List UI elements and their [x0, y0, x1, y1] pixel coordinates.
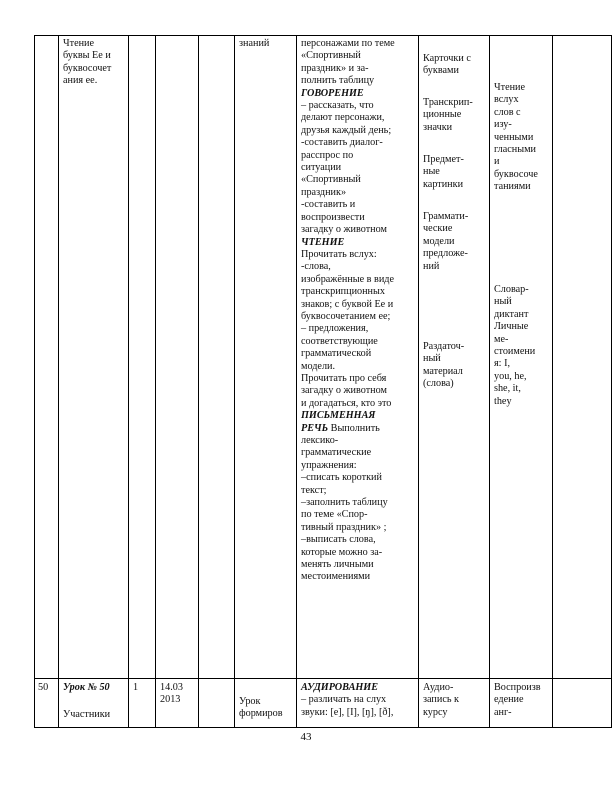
control-block-line: ченными	[494, 131, 534, 143]
date-line: 2013	[160, 694, 181, 706]
activity-text: транскрипционных	[301, 286, 385, 298]
material-block-line: ный	[423, 353, 441, 365]
activity-text: –заполнить таблицу	[301, 497, 388, 509]
hours-cell: 1	[133, 682, 139, 693]
activity-line	[301, 472, 395, 484]
activity-line	[301, 534, 395, 546]
material-block-line: картинки	[423, 178, 464, 190]
activity-line	[301, 373, 395, 385]
activity-line	[301, 497, 395, 509]
control-block-line: вслух	[494, 94, 519, 106]
column-border	[155, 35, 156, 727]
activity-text: «Спортивный	[301, 174, 361, 186]
control-block	[494, 82, 538, 194]
column-border	[128, 35, 129, 727]
row-border	[34, 678, 612, 679]
activity-line	[301, 125, 395, 137]
activity-line	[301, 261, 395, 273]
activity-text: ГОВОРЕНИЕ	[301, 87, 364, 99]
activity-text-rest: Выполнить	[328, 422, 380, 434]
activity-text: -составить и	[301, 199, 356, 211]
activity-line	[301, 150, 395, 162]
activity-text: тивный праздник» ;	[301, 521, 387, 533]
row-number: 50	[38, 682, 49, 693]
activity-line	[301, 694, 393, 706]
activity-line	[301, 38, 395, 50]
control-block-line: she, it,	[494, 383, 521, 395]
activity-line	[301, 212, 395, 224]
activity-text: по теме «Спор-	[301, 509, 368, 521]
section-heading	[301, 682, 393, 694]
activity-text: – предложения,	[301, 323, 369, 335]
activity-text: знаков; с буквой Ее и	[301, 298, 394, 310]
activity-line	[301, 398, 395, 410]
activity-line	[301, 162, 395, 174]
material-line: Аудио-	[423, 682, 454, 693]
date-cell	[160, 682, 183, 707]
activity-line	[301, 224, 395, 236]
topic-line: буквосочет	[63, 62, 112, 74]
material-block-line: Граммати-	[423, 211, 469, 222]
activity-text: ситуации	[301, 162, 342, 174]
activity-text: грамматической	[301, 348, 372, 360]
activity-line	[301, 509, 395, 521]
control-block-line: Личные	[494, 321, 529, 333]
activity-text: друзья каждый день;	[301, 124, 392, 136]
material-block-line: (слова)	[423, 378, 454, 390]
column-border	[34, 35, 35, 727]
activity-text: –списать короткий	[301, 472, 382, 484]
lesson-type-cell	[239, 38, 269, 50]
activity-text: праздник»	[301, 186, 347, 198]
control-line: едение	[494, 694, 524, 706]
page-number: 43	[300, 731, 312, 743]
material-block-line: Предмет-	[423, 154, 464, 165]
material-block-line: предложе-	[423, 248, 468, 260]
activity-line	[301, 274, 395, 286]
activity-text: праздник» и за-	[301, 62, 369, 74]
activity-text: местоимениями	[301, 571, 371, 583]
control-block-line: таниями	[494, 181, 531, 193]
activity-line	[301, 311, 395, 323]
activities-cell	[301, 38, 395, 584]
activity-text: «Спортивный	[301, 50, 361, 62]
activity-line	[301, 174, 395, 186]
section-heading	[301, 237, 395, 249]
activities-cell	[301, 682, 393, 719]
activity-text: – различать на слух	[301, 694, 387, 706]
control-block-line: they	[494, 395, 512, 407]
control-cell	[494, 682, 541, 719]
material-line: запись к	[423, 694, 459, 706]
topic-line: буквы Ее и	[63, 50, 111, 62]
activity-text: упражнения:	[301, 459, 357, 471]
activity-text: соответствующие	[301, 335, 378, 347]
activity-text: загадку о животном	[301, 224, 387, 236]
activity-text: расспрос по	[301, 149, 354, 161]
activity-line	[301, 559, 395, 571]
material-block-line: ний	[423, 260, 440, 272]
activity-line	[301, 547, 395, 559]
material-block	[423, 341, 464, 391]
activity-line	[301, 199, 395, 211]
material-line: курсу	[423, 706, 448, 718]
activity-text: буквосочетанием ee;	[301, 310, 391, 322]
activity-line	[301, 249, 395, 261]
activity-line	[301, 187, 395, 199]
material-block-line: буквами	[423, 65, 459, 77]
activity-text: модели.	[301, 360, 336, 372]
activity-line	[301, 485, 395, 497]
lesson-type-line: знаний	[239, 38, 270, 49]
activity-text: ЧТЕНИЕ	[301, 236, 345, 248]
control-line: Воспроизв	[494, 682, 541, 693]
activity-line	[301, 385, 395, 397]
control-block-line: гласными	[494, 144, 536, 156]
material-block-line: материал	[423, 365, 463, 377]
column-border	[198, 35, 199, 727]
lesson-type-line: формиров	[239, 708, 283, 720]
activity-line	[301, 460, 395, 472]
activity-line	[301, 361, 395, 373]
material-block-line: Раздаточ-	[423, 341, 465, 352]
column-border	[296, 35, 297, 727]
activity-text: Прочитать вслух:	[301, 248, 377, 260]
activity-text: делают персонажи,	[301, 112, 385, 124]
activity-text: звуки: [e], [I], [ŋ], [ð],	[301, 706, 394, 718]
section-heading	[301, 410, 395, 422]
activity-text: которые можно за-	[301, 546, 383, 558]
control-block-line: ный	[494, 296, 512, 308]
material-block-line: ные	[423, 166, 440, 178]
lesson-topic: Участники	[63, 709, 111, 720]
control-block-line: буквосоче	[494, 168, 538, 180]
lesson-label: Урок № 50	[63, 682, 110, 693]
control-block-line: изу-	[494, 119, 512, 131]
activity-line	[301, 348, 395, 360]
activity-text: ПИСЬМЕННАЯ	[301, 410, 376, 422]
activity-text: изображённые в виде	[301, 273, 395, 285]
activity-line	[301, 137, 395, 149]
activity-line	[301, 112, 395, 124]
column-border	[418, 35, 419, 727]
activity-text: текст;	[301, 484, 327, 496]
control-block-line: you, he,	[494, 370, 527, 382]
activity-line	[301, 435, 395, 447]
row-border	[34, 727, 612, 728]
activity-text: персонажами по теме	[301, 38, 395, 49]
activity-line	[301, 75, 395, 87]
material-block-line: модели	[423, 235, 455, 247]
activity-text: АУДИРОВАНИЕ	[301, 682, 379, 693]
activity-text: полнить таблицу	[301, 75, 375, 87]
control-line: анг-	[494, 706, 512, 718]
material-block	[423, 97, 473, 134]
lesson-type-cell	[239, 696, 283, 721]
material-block-line: ческие	[423, 223, 453, 235]
control-block-line: и	[494, 156, 500, 168]
activity-line	[301, 286, 395, 298]
control-block-line: стоимени	[494, 346, 536, 358]
control-block-line: ме-	[494, 333, 509, 345]
material-block	[423, 53, 471, 78]
lesson-type-line: Урок	[239, 696, 261, 707]
activity-line	[301, 299, 395, 311]
activity-text: загадку о животном	[301, 385, 387, 397]
activity-text: и догадаться, кто это	[301, 397, 392, 409]
control-block-line: Чтение	[494, 82, 526, 93]
control-block-line: слов с	[494, 106, 521, 118]
activity-text: РЕЧЬ	[301, 422, 329, 434]
activity-text: –выписать слова,	[301, 534, 376, 546]
activity-text: – рассказать, что	[301, 100, 374, 112]
activity-line	[301, 447, 395, 459]
activity-text: грамматические	[301, 447, 372, 459]
activity-line	[301, 522, 395, 534]
activity-text: лексико-	[301, 435, 339, 446]
column-border	[489, 35, 490, 727]
activity-line	[301, 707, 393, 719]
row-border	[34, 35, 612, 36]
section-heading	[301, 423, 395, 435]
material-block-line: Транскрип-	[423, 97, 473, 108]
activity-line	[301, 100, 395, 112]
section-heading	[301, 88, 395, 100]
materials-cell	[423, 682, 459, 719]
control-block-line: Словар-	[494, 284, 529, 295]
activity-text: менять личными	[301, 559, 374, 571]
material-block-line: значки	[423, 121, 453, 133]
activity-text: -слова,	[301, 261, 331, 273]
material-block	[423, 211, 468, 273]
control-block-line: я: I,	[494, 358, 511, 370]
activity-line	[301, 571, 395, 583]
activity-line	[301, 323, 395, 335]
column-border	[552, 35, 553, 727]
topic-cell	[63, 38, 111, 88]
material-block	[423, 154, 464, 191]
column-border	[234, 35, 235, 727]
control-block	[494, 284, 535, 408]
topic-line: ания ee.	[63, 75, 98, 87]
date-line: 14.03	[160, 682, 183, 693]
activity-line	[301, 63, 395, 75]
activity-text: Прочитать про себя	[301, 372, 387, 384]
material-block-line: ционные	[423, 109, 462, 121]
column-border	[58, 35, 59, 727]
topic-line: Чтение	[63, 38, 95, 49]
material-block-line: Карточки с	[423, 53, 471, 64]
activity-line	[301, 336, 395, 348]
activity-line	[301, 50, 395, 62]
control-block-line: диктант	[494, 308, 529, 320]
activity-text: воспроизвести	[301, 211, 365, 223]
activity-text: -составить диалог-	[301, 137, 383, 149]
